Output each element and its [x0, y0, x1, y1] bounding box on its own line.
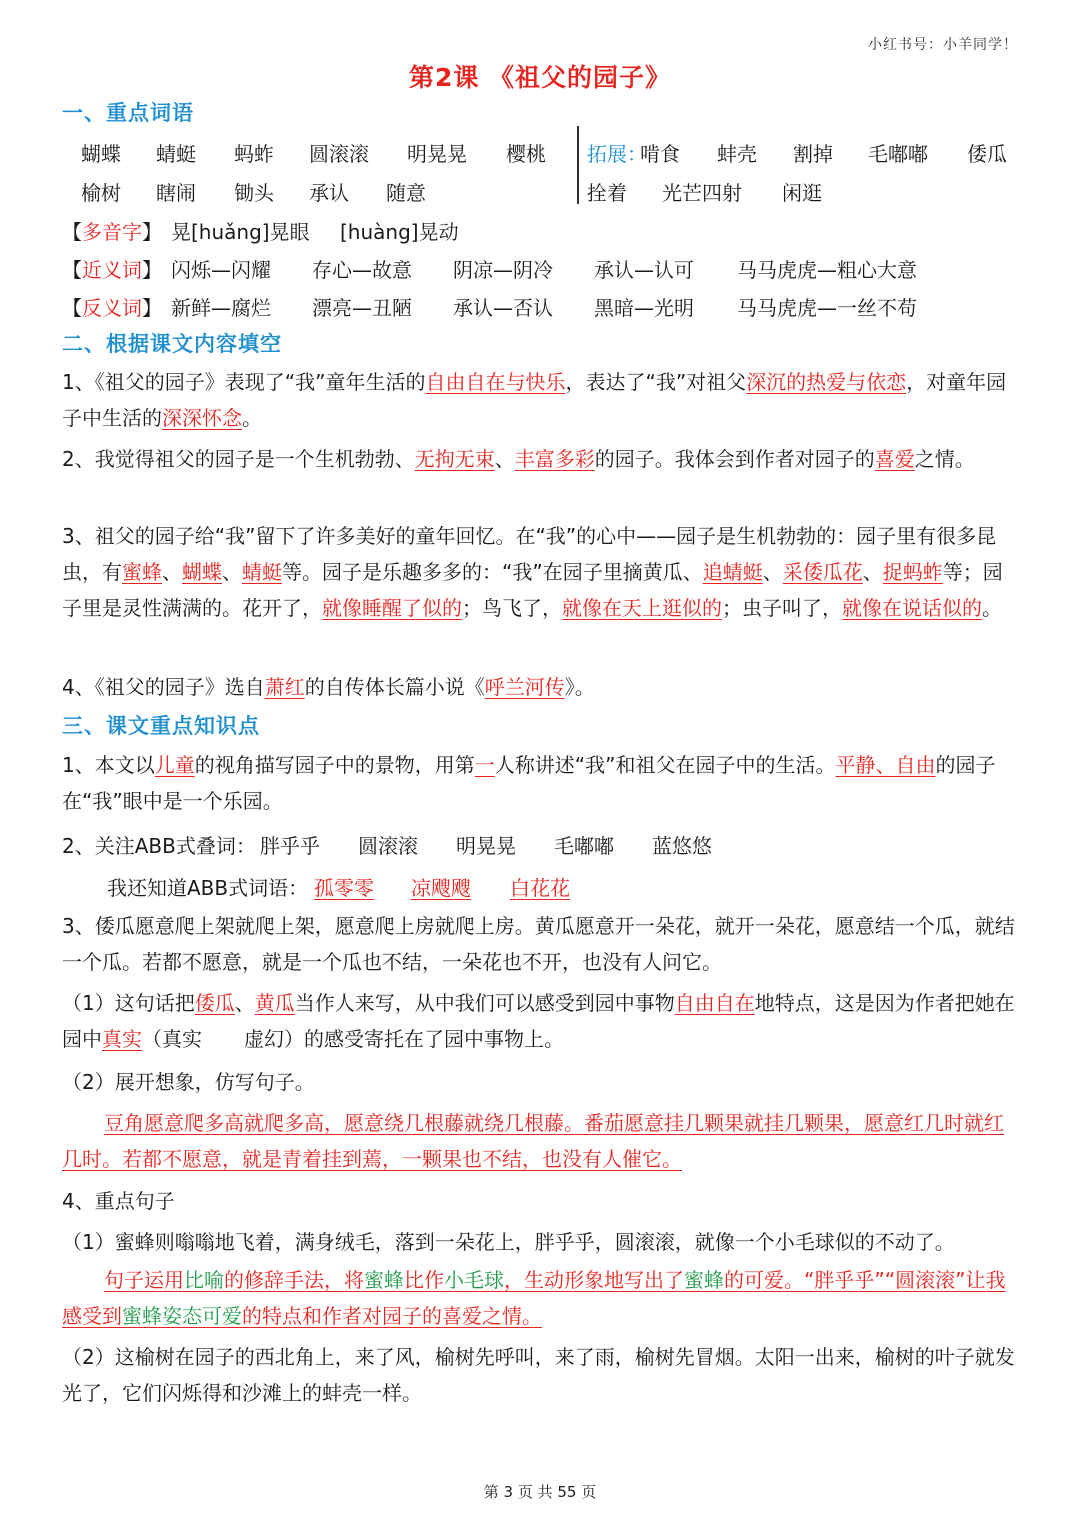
fill-question-4: [62, 669, 1022, 705]
vocab-word: 圆滚滚: [309, 142, 369, 166]
text: ；鸟飞了，: [462, 596, 562, 620]
vocab-row-2: [0, 177, 1080, 205]
polyphone-item: 晃[huǎng]晃眼: [171, 220, 310, 244]
fill-question-3: [62, 518, 1022, 626]
fill-question-2: [62, 441, 1022, 477]
vocab-word: 承认: [309, 181, 349, 205]
text: 的修辞手法，将: [224, 1268, 364, 1292]
text: 地特点，这是因为作者把她在园中: [62, 991, 1015, 1051]
abb-word: 毛嘟嘟: [554, 834, 614, 858]
answer: 就像在说话似的: [842, 596, 982, 620]
text: 3、祖父的园子给“我”留下了许多美好的童年回忆。在“我”的心中——园子是生机勃勃的：园子里有很多昆虫，有: [62, 524, 997, 584]
vocab-word: 瞎闹: [156, 181, 196, 205]
knowledge-point-1: [62, 747, 1022, 819]
answer: 追蜻蜓: [702, 560, 763, 584]
answer: 就像睡醒了似的: [322, 596, 462, 620]
answer: 自由自在与快乐: [425, 370, 566, 394]
synonym-pair: 马马虎虎—粗心大意: [737, 258, 917, 282]
text: 的可爱。“胖乎乎”“圆滚滚”让我感受到: [62, 1268, 1006, 1328]
abb-label: 2、关注ABB式叠词：: [62, 834, 256, 858]
ext-word: 光芒四射: [662, 181, 742, 205]
synonym-pair: 存心—故意: [312, 258, 412, 282]
answer: 黄瓜: [254, 991, 295, 1015]
answer: 倭瓜: [194, 991, 235, 1015]
page-title: 第2课 《祖父的园子》: [408, 63, 672, 92]
text: 人称讲述“我”和祖父在园子中的生活。: [494, 753, 836, 777]
answer: 深深怀念: [162, 406, 242, 430]
antonym-label: 【反义词】: [62, 296, 162, 320]
polyphone-label: 【多音字】: [62, 220, 162, 244]
abb-answer: 孤零零: [314, 876, 374, 900]
watermark: 小红书号：小羊同学！: [868, 37, 1018, 53]
text: 比作: [404, 1268, 444, 1292]
antonym-row: [0, 292, 1080, 320]
keyword: 蜜蜂: [364, 1268, 404, 1292]
vocab-word: 锄头: [234, 181, 274, 205]
text: 、: [234, 991, 255, 1015]
synonym-pair: 承认—认可: [594, 258, 694, 282]
text: ；虫子叫了，: [722, 596, 842, 620]
text: 4、《祖父的园子》选自: [62, 675, 265, 699]
text: 、: [222, 560, 242, 584]
antonym-pair: 新鲜—腐烂: [171, 296, 271, 320]
text: ，对童年园子中生活的: [62, 370, 1007, 430]
antonym-pair: 漂亮—丑陋: [312, 296, 412, 320]
text: 等；园子里是灵性满满的。花开了，: [62, 560, 1003, 620]
text: 。: [982, 596, 1002, 620]
text: 1、本文以: [62, 753, 155, 777]
text: 1、《祖父的园子》表现了“我”童年生活的: [62, 370, 426, 394]
ext-word: 毛嘟嘟: [868, 142, 928, 166]
vocab-word: 蝴蝶: [81, 142, 121, 166]
vocab-word: 蚂蚱: [234, 142, 274, 166]
text: 句子运用: [104, 1268, 184, 1292]
text: 的视角描写园子中的景物，用第: [194, 753, 475, 777]
imitation-answer: 豆角愿意爬多高就爬多高，愿意绕几根藤就绕几根藤。番茄愿意挂几颗果就挂几颗果，愿意红几时就红几时。若都不愿意，就是青着挂到蔫，一颗果也不结，也没有人催它。: [62, 1111, 1004, 1171]
keyword: 小毛球: [444, 1268, 504, 1292]
text: 》。: [564, 675, 595, 699]
text: ，表达了“我”对祖父: [565, 370, 747, 394]
answer: 蜜蜂: [122, 560, 162, 584]
polyphone-row: [0, 216, 1080, 244]
ext-word: 蚌壳: [717, 142, 757, 166]
answer: 儿童: [154, 753, 195, 777]
answer: 喜爱: [874, 447, 915, 471]
knowledge-point-3-q1: [62, 985, 1022, 1057]
synonym-pair: 闪烁—闪耀: [171, 258, 271, 282]
section-heading-1: 一、重点词语: [62, 101, 194, 125]
answer: 就像在天上逛似的: [562, 596, 722, 620]
abb-word: 明晃晃: [456, 834, 516, 858]
answer: 蜻蜓: [242, 560, 282, 584]
text: 、: [862, 560, 883, 584]
text: （1）这句话把: [62, 991, 195, 1015]
abb-word: 蓝悠悠: [652, 834, 712, 858]
text: 、: [762, 560, 783, 584]
text: 。: [242, 406, 262, 430]
key-sentence-1-analysis: [62, 1262, 1022, 1334]
abb-word: 圆滚滚: [358, 834, 418, 858]
ext-word: 闲逛: [782, 181, 822, 205]
synonym-pair: 阴凉—阴冷: [453, 258, 553, 282]
ext-word: 倭瓜: [967, 142, 1007, 166]
answer: 无拘无束: [414, 447, 495, 471]
keyword: 蜜蜂: [122, 1304, 162, 1328]
answer: 采倭瓜花: [782, 560, 863, 584]
text: 当作人来写，从中我们可以感受到园中事物: [294, 991, 675, 1015]
answer: 平静、自由: [835, 753, 936, 777]
polyphone-item: [huàng]晃动: [340, 220, 459, 244]
vocab-word: 明晃晃: [407, 142, 467, 166]
vocab-word: 榆树: [81, 181, 121, 205]
antonym-pair: 承认—否认: [453, 296, 553, 320]
page-number: 第 3 页 共 55 页: [483, 1483, 597, 1501]
text: 、: [494, 447, 515, 471]
abb-answer: 白花花: [510, 876, 570, 900]
text: 的园子在“我”眼中是一个乐园。: [62, 753, 996, 813]
abb-word: 胖乎乎: [260, 834, 320, 858]
answer: 蝴蝶: [182, 560, 222, 584]
ext-word: 割掉: [793, 142, 833, 166]
keyword: 姿态可爱: [162, 1304, 242, 1328]
text: 、: [162, 560, 182, 584]
answer: 捉蚂蚱: [882, 560, 943, 584]
antonym-pair: 黑暗—光明: [594, 296, 694, 320]
answer: 深沉的热爱与依恋: [746, 370, 907, 394]
abb-extra-label: 我还知道ABB式词语：: [107, 876, 309, 900]
vocab-word: 随意: [386, 181, 426, 205]
text: 的特点和作者对园子的喜爱之情。: [242, 1304, 542, 1328]
synonym-row: [0, 254, 1080, 282]
text: 的自传体长篇小说《: [304, 675, 485, 699]
fill-question-1: [62, 364, 1022, 436]
ext-word: 啃食: [640, 142, 680, 166]
answer: 呼兰河传: [484, 675, 565, 699]
keyword: 比喻: [184, 1268, 224, 1292]
text: （真实: [142, 1027, 202, 1051]
knowledge-point-3: 3、倭瓜愿意爬上架就爬上架，愿意爬上房就爬上房。黄瓜愿意开一朵花，就开一朵花，愿意结一个瓜，就结一个瓜。若都不愿意，就是一个瓜也不结，一朵花也不开，也没有人问它。: [62, 914, 1015, 974]
antonym-pair: 马马虎虎—一丝不苟: [737, 296, 917, 320]
text: 等。园子是乐趣多多的：“我”在园子里摘黄瓜、: [282, 560, 703, 584]
keyword: 蜜蜂: [684, 1268, 724, 1292]
ext-word: 拴着: [587, 181, 627, 205]
synonym-label: 【近义词】: [62, 258, 162, 282]
key-sentence-2: （2）这榆树在园子的西北角上，来了风，榆树先呼叫，来了雨，榆树先冒烟。太阳一出来，榆树的叶子就发光了，它们闪烁得和沙滩上的蚌壳一样。: [62, 1345, 1015, 1405]
vocab-word: 樱桃: [506, 142, 546, 166]
abb-row: [0, 830, 1080, 858]
abb-answer: 凉飕飕: [411, 876, 471, 900]
vocab-row-1: [0, 138, 1080, 166]
knowledge-point-3-q2: （2）展开想象，仿写句子。: [62, 1070, 315, 1094]
extension-label: 拓展：: [587, 142, 647, 166]
text: 2、我觉得祖父的园子是一个生机勃勃、: [62, 447, 415, 471]
text: 虚幻）的感受寄托在了园中事物上。: [244, 1027, 564, 1051]
vocab-word: 蜻蜓: [156, 142, 196, 166]
text: 之情。: [914, 447, 975, 471]
section-heading-2: 二、根据课文内容填空: [62, 332, 282, 356]
section-heading-3: 三、课文重点知识点: [62, 714, 260, 738]
answer: 自由自在: [674, 991, 755, 1015]
abb-extra-row: [0, 872, 1080, 900]
answer: 萧红: [264, 675, 305, 699]
text: 的园子。我体会到作者对园子的: [594, 447, 875, 471]
answer: 真实: [102, 1027, 142, 1051]
knowledge-point-4: 4、重点句子: [62, 1189, 175, 1213]
text: ，生动形象地写出了: [504, 1268, 684, 1292]
answer: 丰富多彩: [514, 447, 595, 471]
column-divider: [577, 126, 579, 204]
answer: 一: [474, 753, 495, 777]
key-sentence-1: （1）蜜蜂则嗡嗡地飞着，满身绒毛，落到一朵花上，胖乎乎，圆滚滚，就像一个小毛球似的不动了。: [62, 1230, 955, 1254]
